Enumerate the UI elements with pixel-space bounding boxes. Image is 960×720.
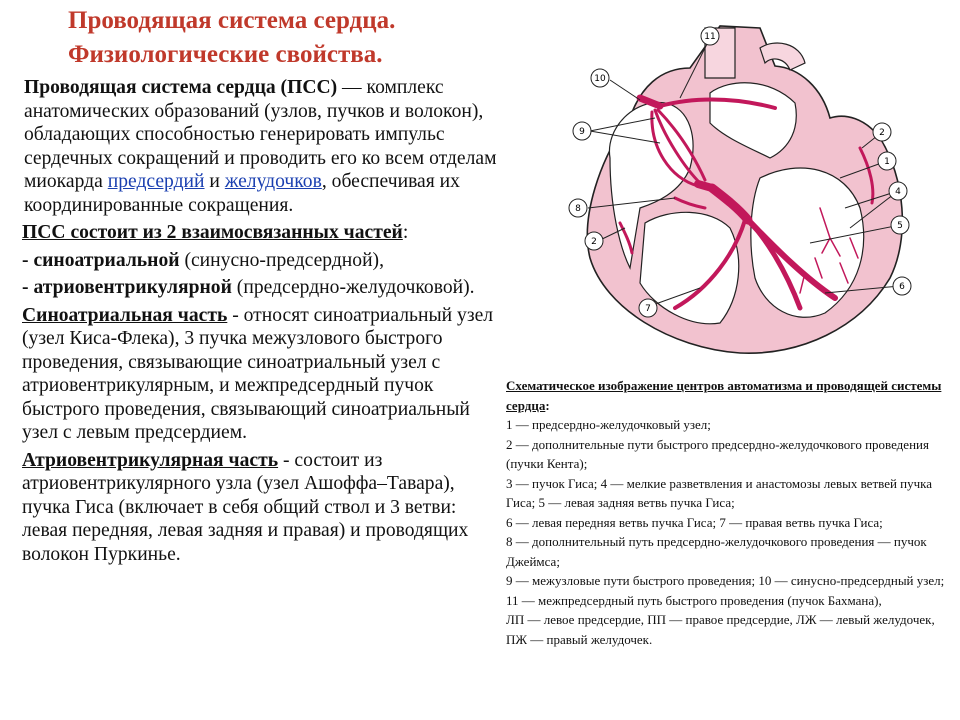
heart-conduction-diagram (560, 8, 928, 368)
sa-part-heading: Синоатриальная часть (22, 304, 228, 326)
composition-colon: : (402, 222, 409, 243)
caption-item-1: 1 — предсердно-желудочковый узел; (506, 417, 711, 432)
caption-heading (506, 376, 946, 415)
link-ventricles[interactable]: желудочков (224, 171, 322, 192)
callout-6: 6 (899, 282, 905, 292)
item1-bold: синоатриальной (33, 249, 180, 271)
item2-rest: (предсердно-желудочковой). (231, 277, 475, 298)
item2-prefix: - (22, 277, 34, 298)
title-line-1: Проводящая система сердца. (68, 7, 396, 34)
diagram-caption (506, 376, 946, 649)
caption-item-3: 3 — пучок Гиса; 4 — мелкие разветвления и анастомозы левых ветвей пучка Гиса; 5 — левая задняя ветвь пучка Гиса; (506, 475, 933, 510)
caption-item-5: 8 — дополнительный путь предсердно-желудочкового проведения — пучок Джеймса; (506, 534, 927, 569)
composition-heading (22, 221, 500, 245)
intro-text-2: и (204, 171, 225, 192)
caption-item-2: 2 — дополнительные пути быстрого предсердно-желудочкового проведения (пучки Кента); (506, 436, 929, 471)
callout-11: 11 (704, 32, 716, 42)
title-line-2: Физиологические свойства. (68, 41, 383, 68)
caption-item-4: 6 — левая передняя ветвь пучка Гиса; 7 — правая ветвь пучка Гиса; (506, 514, 883, 530)
callout-9: 9 (579, 127, 585, 137)
item2-bold: атриовентрикулярной (33, 277, 232, 298)
intro-term: Проводящая система сердца (ПСС) (24, 77, 338, 98)
left-text-column (22, 76, 500, 570)
composition-item-av (22, 276, 500, 300)
composition-heading-text: ПСС состоит из 2 взаимосвязанных частей (22, 222, 403, 243)
item1-rest: (синусно-предсердной), (179, 249, 384, 271)
intro-text-1: — комплекс анатомических образований (узлов, пучков и волокон), обладающих способностью генерировать импульс сердечных сокращений и проводить его ко всем отделам миокарда (24, 77, 497, 192)
av-part-heading: Атриовентрикулярная часть (22, 449, 279, 471)
caption-colon: : (545, 397, 550, 413)
slide-title (68, 4, 395, 72)
av-part-paragraph (22, 449, 500, 567)
item1-prefix: - (22, 249, 34, 271)
callout-7: 7 (645, 304, 651, 314)
callout-2-upper: 2 (879, 128, 885, 138)
av-part-text: - состоит из атриовентрикулярного узла (узел Ашоффа–Тавара), пучка Гиса (включает в себя общий ствол и 3 ветви: левая передняя, левая задняя и правая) и проводящих волокон Пуркинье. (22, 449, 469, 565)
caption-item-8: ЛП — левое предсердие, ПП — правое предсердие, ЛЖ — левый желудочек, ПЖ — правый желудочек. (506, 612, 935, 647)
caption-item-6: 9 — межузловые пути быстрого проведения; 10 — синусно-предсердный узел; (506, 573, 945, 588)
callout-2-lower: 2 (591, 237, 597, 247)
intro-text-3: , обеспечивая их координированные сокращения. (24, 171, 460, 216)
callout-4: 4 (895, 187, 901, 197)
callout-10: 10 (594, 74, 606, 84)
composition-item-sa (22, 249, 500, 273)
callout-5: 5 (897, 221, 903, 231)
intro-paragraph (22, 76, 500, 217)
callout-8: 8 (575, 204, 581, 214)
caption-title: Схематическое изображение центров автоматизма и проводящей системы сердца (506, 378, 942, 413)
sa-part-paragraph (22, 304, 500, 445)
link-atria[interactable]: предсердий (107, 171, 205, 192)
callout-1: 1 (884, 157, 890, 167)
caption-item-7: 11 — межпредсердный путь быстрого проведения (пучок Бахмана), (506, 592, 882, 608)
sa-part-text: - относят синоатриальный узел (узел Киса-Флека), 3 пучка межузлового быстрого проведения, связывающие синоатриальный узел с атриовентрикулярным, и межпредсердный пучок быстрого проведения, связывающий синоатриальный узел с левым предсердием. (22, 304, 494, 443)
